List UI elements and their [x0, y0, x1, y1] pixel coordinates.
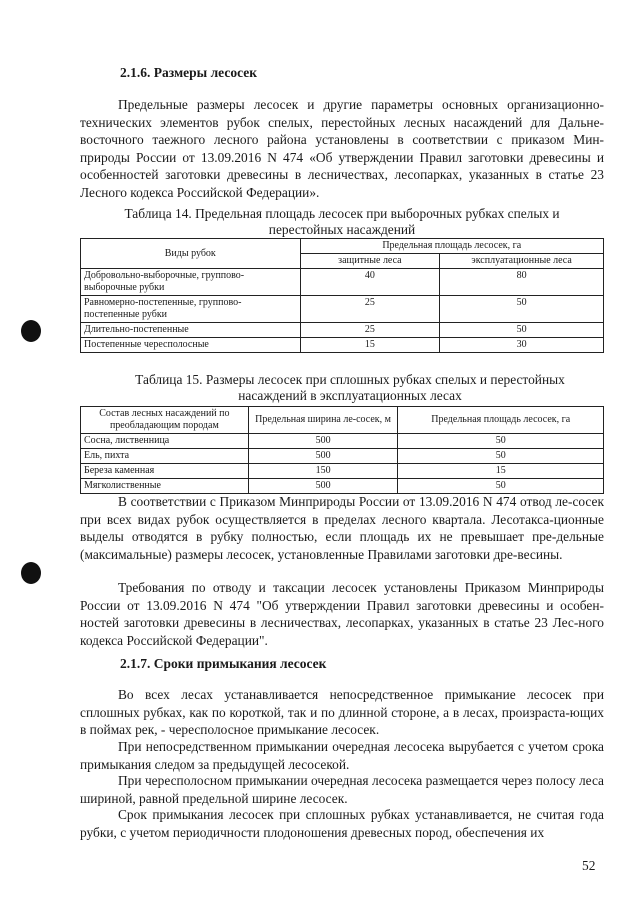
table-row [81, 464, 604, 479]
section-heading: 2.1.7. Сроки примыкания лесосек [120, 656, 327, 671]
paragraph: При непосредственном примыкании очередная лесосека вырубается с учетом срока примыкания следом за предыдущей лесосекой. [80, 739, 604, 772]
table-row [81, 449, 604, 464]
cell-composition: Сосна, лиственница [81, 434, 249, 449]
table-caption: Таблица 14. Предельная площадь лесосек при выборочных рубках спелых и перестойных насаждений [124, 206, 560, 237]
cell-width: 500 [248, 479, 398, 494]
cell-exploitation: 50 [440, 296, 604, 323]
punch-hole [21, 562, 41, 584]
cell-type: Постепенные чересполосные [81, 338, 301, 353]
col-header-area: Предельная площадь лесосек, га [300, 239, 603, 254]
paragraph: Во всех лесах устанавливается непосредственное примыкание лесосек при сплошных рубках, как по короткой, так и по длинной стороне, а в лесах, произраста-ющих в поймах рек, - чересполосное примыкание лесосек. [80, 687, 604, 737]
cell-composition: Береза каменная [81, 464, 249, 479]
cell-protective: 25 [300, 296, 440, 323]
table-row [81, 296, 604, 323]
table-row [81, 269, 604, 296]
cell-exploitation: 30 [440, 338, 604, 353]
paragraph: При чересполосном примыкании очередная лесосека размещается через полосу леса шириной, равной предельной ширине лесосек. [80, 773, 604, 806]
cell-width: 150 [248, 464, 398, 479]
cell-protective: 40 [300, 269, 440, 296]
table-row [81, 434, 604, 449]
table-row [81, 338, 604, 353]
cell-exploitation: 80 [440, 269, 604, 296]
col-header-composition: Состав лесных насаждений по преобладающим породам [81, 407, 249, 434]
page-number: 52 [582, 858, 596, 873]
cell-protective: 15 [300, 338, 440, 353]
col-header-width: Предельная ширина ле-сосек, м [248, 407, 398, 434]
cell-exploitation: 50 [440, 323, 604, 338]
cell-protective: 25 [300, 323, 440, 338]
table-caption: Таблица 15. Размеры лесосек при сплошных рубках спелых и перестойных насаждений в эксплуатационных лесах [135, 372, 565, 403]
cell-width: 500 [248, 449, 398, 464]
cell-area: 50 [398, 479, 604, 494]
paragraph: Срок примыкания лесосек при сплошных рубках устанавливается, не считая года рубки, с учетом периодичности плодоношения древесных пород, обеспечения их [80, 807, 604, 840]
table-row [81, 323, 604, 338]
table-14 [80, 238, 604, 353]
cell-type: Равномерно-постепенные, группово-постепенные рубки [81, 296, 301, 323]
cell-composition: Мягколиственные [81, 479, 249, 494]
section-heading: 2.1.6. Размеры лесосек [120, 65, 257, 80]
col-header-types: Виды рубок [81, 239, 301, 269]
cell-area: 50 [398, 434, 604, 449]
col-header-area: Предельная площадь лесосек, га [398, 407, 604, 434]
paragraph: Предельные размеры лесосек и другие параметры основных организационно-технических элементов рубок спелых, перестойных лесных насаждений для Дальне-восточного таежного лесного района установлены в соответствии с приказом Мин-природы России от 13.09.2016 N 474 «Об утверждении Правил заготовки древесины и особенностей заготовки древесины в лесничествах, лесопарках, указанных в статье 23 Лесного кодекса Российской Федерации». [80, 97, 604, 200]
table-15 [80, 406, 604, 494]
cell-type: Длительно-постепенные [81, 323, 301, 338]
punch-hole [21, 320, 41, 342]
cell-area: 50 [398, 449, 604, 464]
table-row [81, 479, 604, 494]
paragraph: Требования по отводу и таксации лесосек установлены Приказом Минприроды России от 13.09.2016 N 474 "Об утверждении Правил заготовки древесины и особен-ностей заготовки древесины в лесничествах, лесопарках, указанных в статье 23 Лес-ного кодекса Российской Федерации". [80, 580, 604, 648]
col-header-protective: защитные леса [300, 254, 440, 269]
paragraph: В соответствии с Приказом Минприроды России от 13.09.2016 N 474 отвод ле-сосек при всех видах рубок осуществляется в пределах лесного квартала. Лесотакса-ционные выделы отводятся в рубку полностью, если площадь их не превышает пре-дельные (максимальные) размеры лесосек, установленные Правилами заготовки дре-весины. [80, 494, 604, 562]
col-header-exploitation: эксплуатационные леса [440, 254, 604, 269]
cell-composition: Ель, пихта [81, 449, 249, 464]
cell-width: 500 [248, 434, 398, 449]
cell-area: 15 [398, 464, 604, 479]
cell-type: Добровольно-выборочные, группово-выборочные рубки [81, 269, 301, 296]
